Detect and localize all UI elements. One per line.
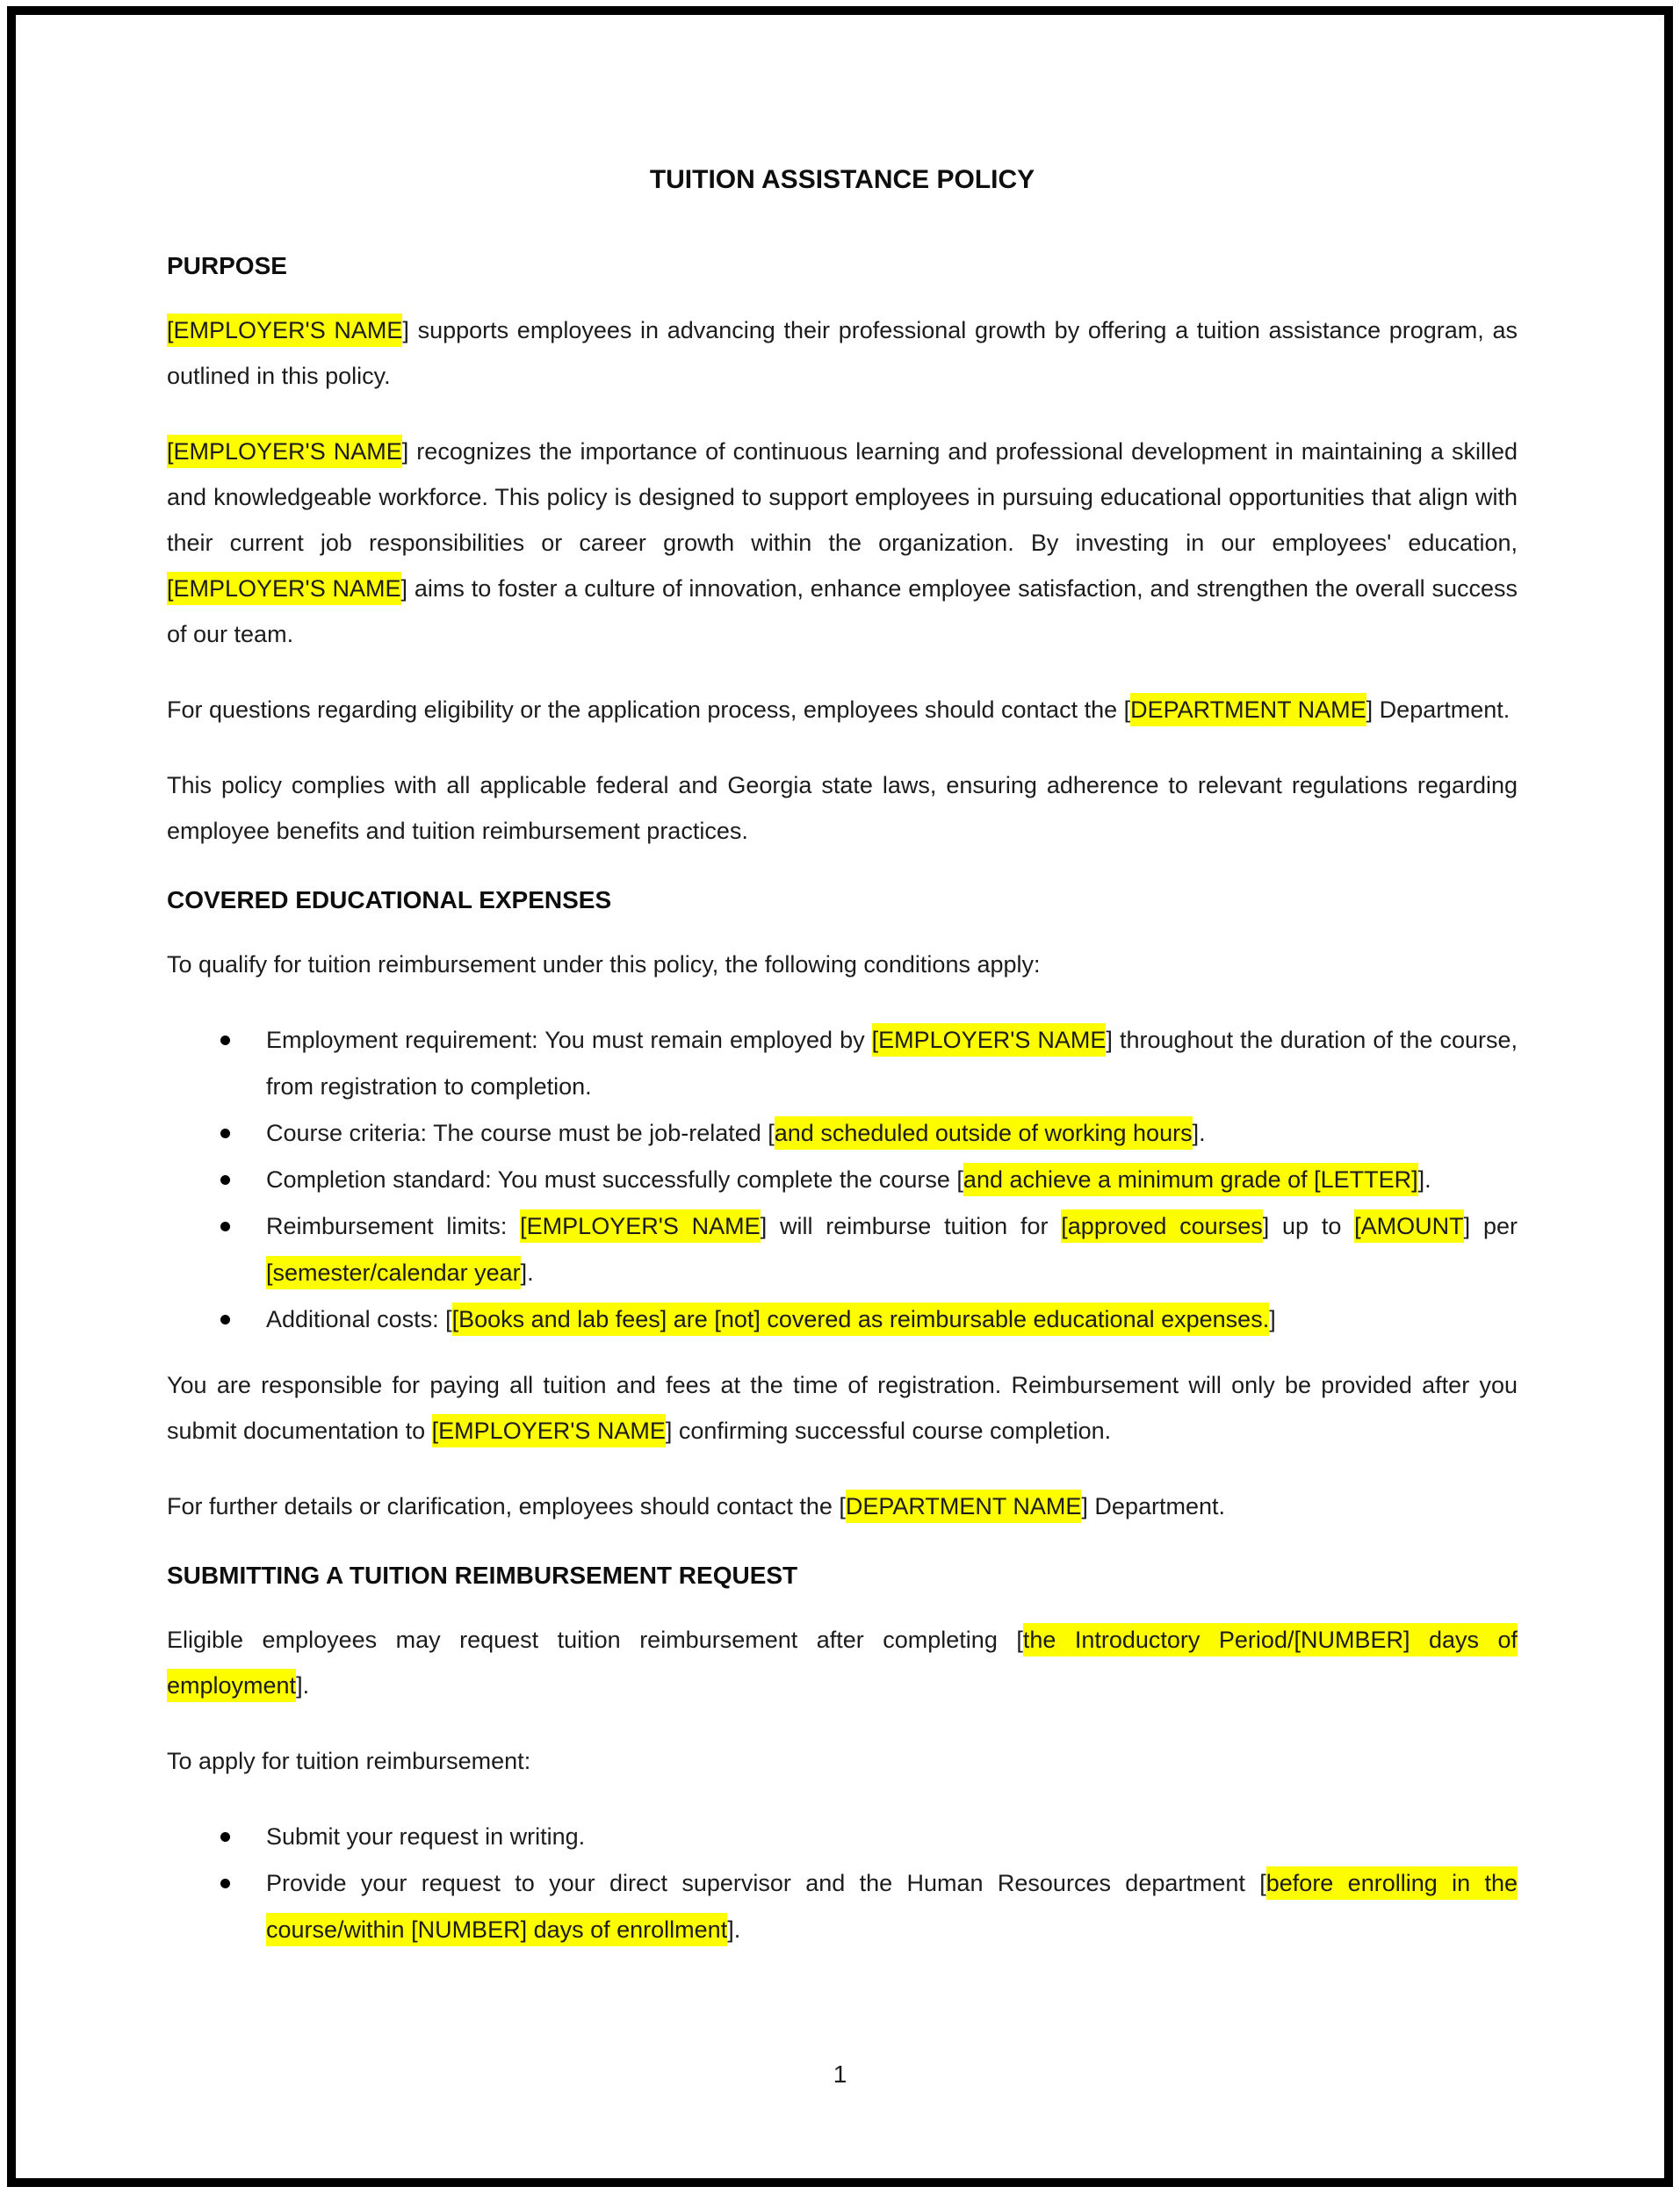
text-run: ]	[1269, 1306, 1276, 1332]
paragraph-further-details	[167, 1483, 1518, 1529]
section-heading-submitting-request: SUBMITTING A TUITION REIMBURSEMENT REQUEST	[167, 1562, 798, 1589]
page-number: 1	[833, 2060, 847, 2088]
list-item-reimbursement-limits	[266, 1203, 1518, 1296]
text-run: ] aims to foster a culture of innovation, enhance employee satisfaction, and strengthen the overall success of our team.	[167, 575, 1518, 647]
list-item-additional-costs	[266, 1296, 1518, 1343]
paragraph-contact-department	[167, 687, 1518, 733]
text-run: Completion standard: You must successfully complete the course [	[266, 1166, 963, 1193]
paragraph-eligibility	[167, 1617, 1518, 1708]
text-run: For further details or clarification, employees should contact the [	[167, 1493, 846, 1519]
text-run: Course criteria: The course must be job-related [	[266, 1120, 775, 1146]
text-run: ].	[296, 1672, 310, 1699]
section-heading-purpose: PURPOSE	[167, 252, 287, 279]
list-item-course-criteria	[266, 1110, 1518, 1157]
highlighted-placeholder: [EMPLOYER'S NAME	[167, 314, 402, 347]
list-item-submit-writing	[266, 1814, 1518, 1860]
highlighted-placeholder: [semester/calendar year	[266, 1256, 521, 1289]
text-run: ] confirming successful course completion.	[665, 1418, 1112, 1444]
text-run: This policy complies with all applicable federal and Georgia state laws, ensuring adherence to relevant regulations regarding employee benefits and tuition reimbursement practices.	[167, 772, 1518, 844]
text-run: Additional costs: [	[266, 1306, 452, 1332]
paragraph-apply-intro	[167, 1738, 1518, 1784]
text-run: ] up to	[1262, 1213, 1355, 1239]
text-run: You are responsible for paying all tuition and fees at the time of registration. Reimbursement will only be provided after you submit documentation to	[167, 1372, 1518, 1444]
highlighted-placeholder: DEPARTMENT NAME	[1130, 693, 1366, 726]
paragraph-purpose-2	[167, 429, 1518, 657]
paragraph-payment-responsibility	[167, 1362, 1518, 1454]
text-run: ].	[520, 1259, 534, 1286]
text-run: Provide your request to your direct supervisor and the Human Resources department [	[266, 1870, 1266, 1896]
paragraph-compliance	[167, 762, 1518, 854]
list-item-completion-standard	[266, 1157, 1518, 1203]
section-heading-covered-expenses: COVERED EDUCATIONAL EXPENSES	[167, 886, 612, 913]
highlighted-placeholder: [EMPLOYER'S NAME	[167, 572, 401, 605]
highlighted-placeholder: [EMPLOYER'S NAME	[167, 435, 402, 468]
text-run: ].	[1192, 1120, 1206, 1146]
highlighted-placeholder: and achieve a minimum grade of [LETTER]	[963, 1163, 1418, 1196]
highlighted-placeholder: [EMPLOYER'S NAME	[520, 1209, 761, 1243]
highlighted-placeholder: [Books and lab fees] are [not] covered as reimbursable educational expenses.	[452, 1303, 1270, 1336]
paragraph-conditions-intro	[167, 942, 1518, 987]
highlighted-placeholder: and scheduled outside of working hours	[775, 1116, 1193, 1150]
text-run: To apply for tuition reimbursement:	[167, 1748, 531, 1774]
request-steps-list	[167, 1814, 1518, 1953]
highlighted-placeholder: before enrolling in the course/within [NUMBER] days of enrollment	[266, 1866, 1518, 1946]
highlighted-placeholder: [EMPLOYER'S NAME	[432, 1414, 666, 1447]
highlighted-placeholder: DEPARTMENT NAME	[846, 1490, 1082, 1523]
document-title: TUITION ASSISTANCE POLICY	[649, 165, 1035, 194]
text-run: Submit your request in writing.	[266, 1823, 586, 1850]
highlighted-placeholder: [EMPLOYER'S NAME	[872, 1023, 1107, 1057]
list-item-provide-request	[266, 1860, 1518, 1953]
text-run: ].	[727, 1916, 741, 1943]
text-run: ].	[1417, 1166, 1431, 1193]
text-run: ] recognizes the importance of continuous learning and professional development in maintaining a skilled and knowledgeable workforce. This policy is designed to support employees in pursuing educational opportunities that align with their current job responsibilities or career growth within the organization. By investing in our employees' education,	[167, 438, 1518, 556]
text-run: ] supports employees in advancing their professional growth by offering a tuition assistance program, as outlined in this policy.	[167, 317, 1518, 389]
text-run: To qualify for tuition reimbursement under this policy, the following conditions apply:	[167, 951, 1041, 978]
covered-expenses-list	[167, 1017, 1518, 1343]
text-run: For questions regarding eligibility or the application process, employees should contact the [	[167, 696, 1131, 723]
text-run: ] per	[1463, 1213, 1518, 1239]
text-run: Reimbursement limits:	[266, 1213, 521, 1239]
paragraph-purpose-1	[167, 307, 1518, 399]
text-run: ] will reimburse tuition for	[760, 1213, 1062, 1239]
text-run: ] throughout the duration of the course, from registration to completion.	[266, 1027, 1518, 1100]
text-run: ] Department.	[1081, 1493, 1225, 1519]
highlighted-placeholder: [approved courses	[1061, 1209, 1262, 1243]
text-run: Employment requirement: You must remain employed by	[266, 1027, 872, 1053]
highlighted-placeholder: [AMOUNT	[1354, 1209, 1464, 1243]
text-run: Eligible employees may request tuition reimbursement after completing [	[167, 1627, 1023, 1653]
document-content	[167, 0, 1518, 1973]
list-item-employment-requirement	[266, 1017, 1518, 1110]
highlighted-placeholder: the Introductory Period/[NUMBER] days of employment	[167, 1623, 1518, 1702]
text-run: ] Department.	[1366, 696, 1511, 723]
